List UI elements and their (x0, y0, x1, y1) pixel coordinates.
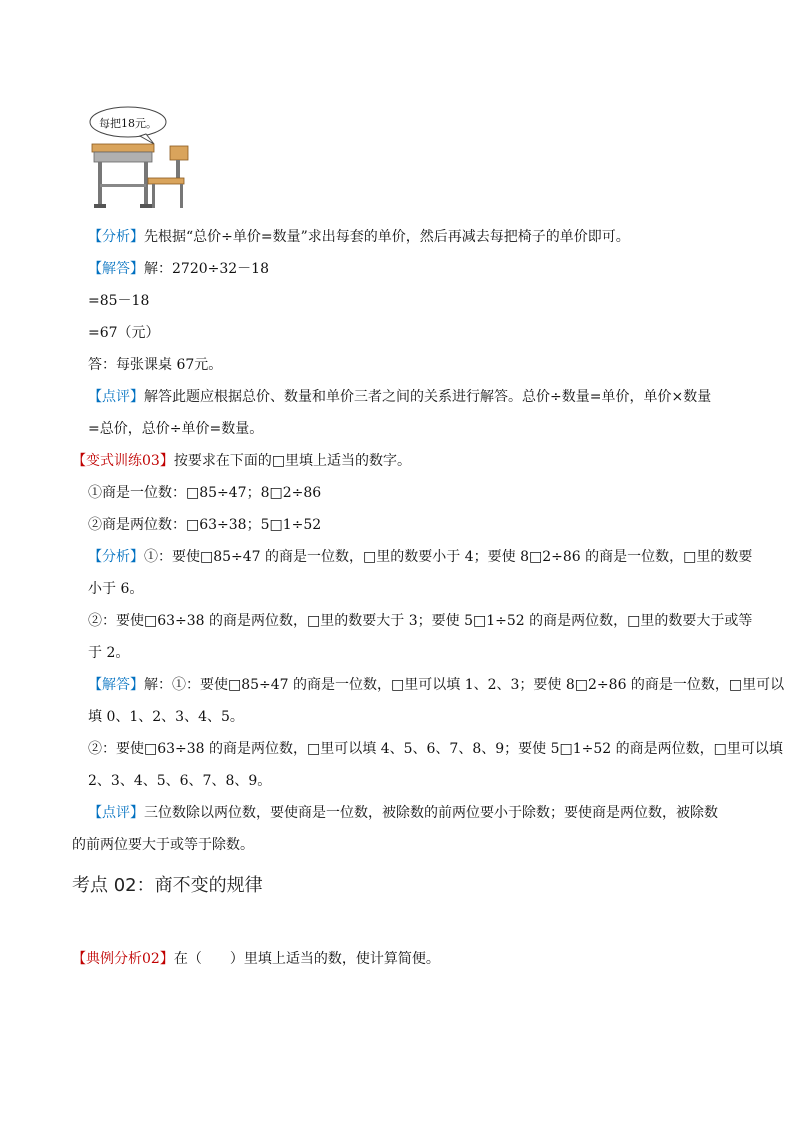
variant-analysis-line-2: 小于 6。 (88, 581, 144, 597)
variant-answer-line-1: 解：①：要使□85÷47 的商是一位数，□里可以填 1、2、3；要使 8□2÷86 的商是一位数，□里可以 (144, 677, 785, 693)
analysis-tag: 【分析】 (88, 229, 144, 245)
answer-line-3: =67（元） (88, 325, 160, 341)
variant-analysis-line-1: ①：要使□85÷47 的商是一位数，□里的数要小于 4；要使 8□2÷86 的商是一位数，□里的数要 (144, 549, 753, 565)
variant-title: 按要求在下面的□里填上适当的数字。 (173, 453, 412, 469)
comment-line-1: 解答此题应根据总价、数量和单价三者之间的关系进行解答。总价÷数量=单价，单价×数量 (144, 389, 712, 405)
comment-line-2: =总价，总价÷单价=数量。 (88, 421, 264, 437)
variant-answer (88, 675, 784, 695)
variant-comment-line-2: 的前两位要大于或等于除数。 (72, 837, 254, 853)
analysis-paragraph (88, 227, 630, 247)
answer-line-2: =85－18 (88, 293, 150, 309)
variant-comment-line-1: 三位数除以两位数，要使商是一位数，被除数的前两位要小于除数；要使商是两位数，被除数 (144, 805, 718, 821)
variant-answer-line-4: 2、3、4、5、6、7、8、9。 (88, 773, 272, 789)
comment-tag: 【点评】 (88, 389, 144, 405)
answer-line-4: 答：每张课桌 67元。 (88, 357, 223, 373)
variant-heading (72, 451, 411, 471)
example2-paragraph (72, 949, 440, 969)
comment-paragraph (88, 387, 711, 407)
variant-analysis-tag: 【分析】 (88, 549, 144, 565)
variant-answer-line-2: 填 0、1、2、3、4、5。 (88, 709, 244, 725)
answer-line-1: 解：2720÷32－18 (144, 261, 269, 277)
example2-text: 在（ ）里填上适当的数，使计算简便。 (173, 951, 440, 967)
answer-tag: 【解答】 (88, 261, 144, 277)
variant-analysis-line-4: 于 2。 (88, 645, 130, 661)
section-title: 考点 02：商不变的规律 (72, 875, 263, 896)
variant-tag: 【变式训练03】 (72, 453, 174, 469)
analysis-text: 先根据“总价÷单价=数量”求出每套的单价，然后再减去每把椅子的单价即可。 (144, 229, 630, 245)
variant-comment (88, 803, 718, 823)
example2-tag: 【典例分析02】 (72, 951, 174, 967)
variant-answer-line-3: ②：要使□63÷38 的商是两位数，□里可以填 4、5、6、7、8、9；要使 5□1÷52 的商是两位数，□里可以填 (88, 741, 783, 757)
answer-paragraph (88, 259, 269, 279)
variant-analysis (88, 547, 752, 567)
variant-item-1: ①商是一位数：□85÷47；8□2÷86 (88, 485, 322, 501)
variant-analysis-line-3: ②：要使□63÷38 的商是两位数，□里的数要大于 3；要使 5□1÷52 的商是两位数，□里的数要大于或等 (88, 613, 753, 629)
desk-chair-illustration (88, 100, 192, 214)
variant-item-2: ②商是两位数：□63÷38；5□1÷52 (88, 517, 322, 533)
variant-comment-tag: 【点评】 (88, 805, 144, 821)
price-bubble-text: 每把18元。 (99, 117, 157, 130)
variant-answer-tag: 【解答】 (88, 677, 144, 693)
